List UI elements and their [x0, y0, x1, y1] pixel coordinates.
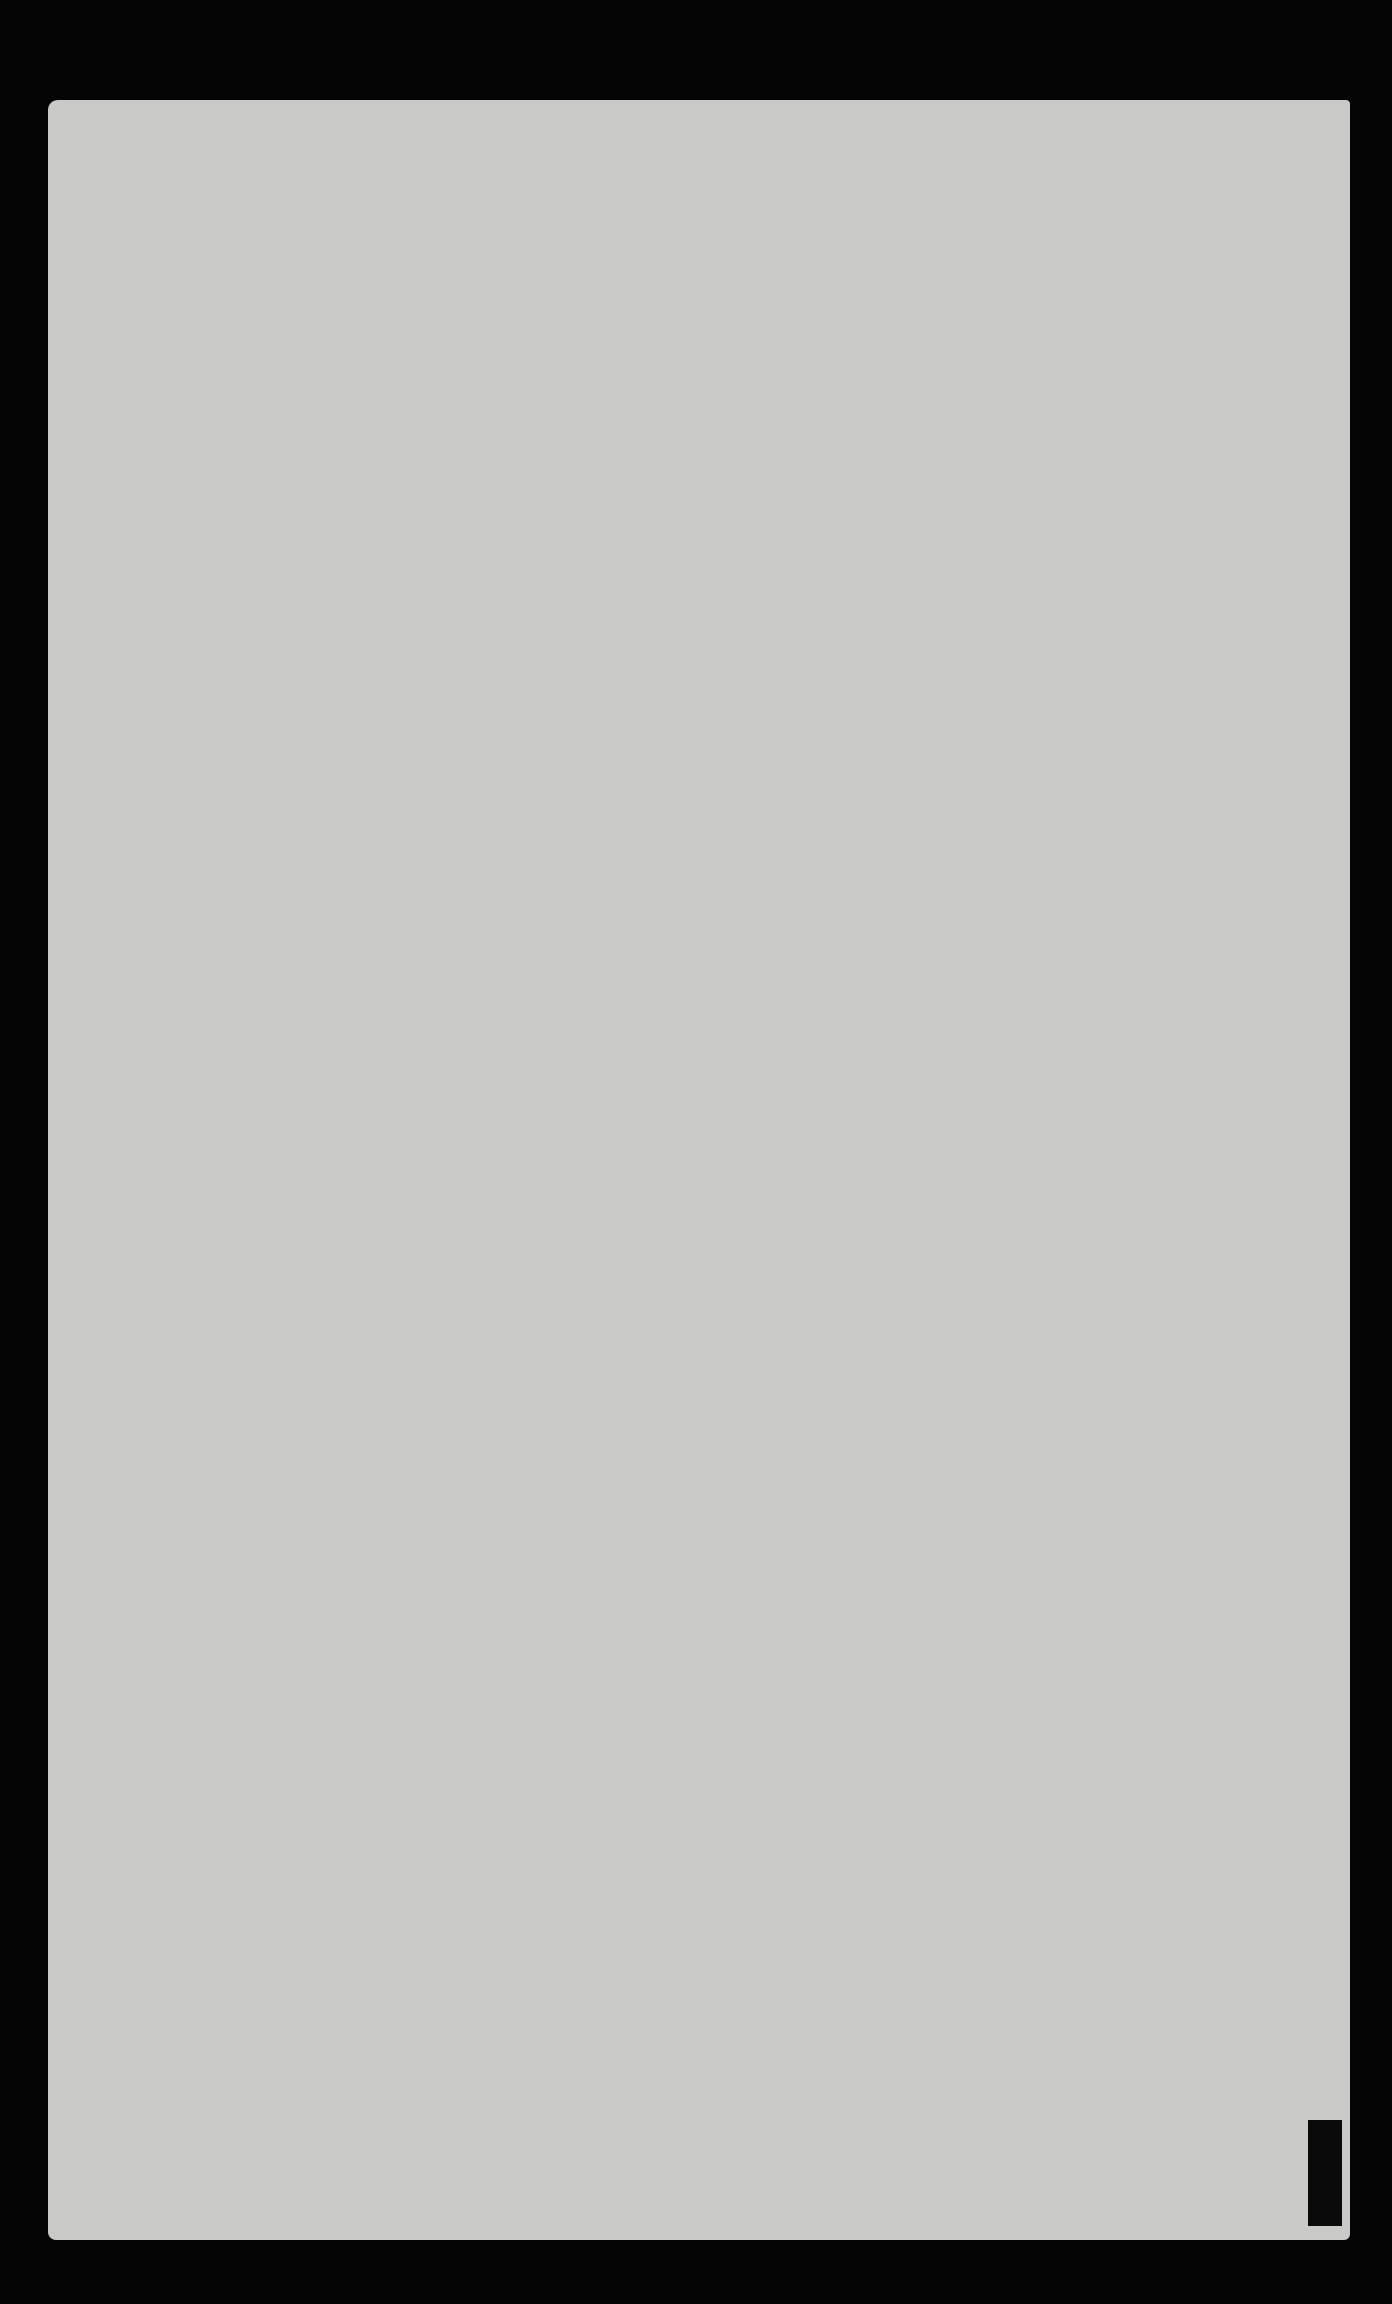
- rotated-document-content: [48, 100, 1350, 2240]
- scan-marker: [1308, 2120, 1342, 2226]
- document-page: [48, 100, 1350, 2240]
